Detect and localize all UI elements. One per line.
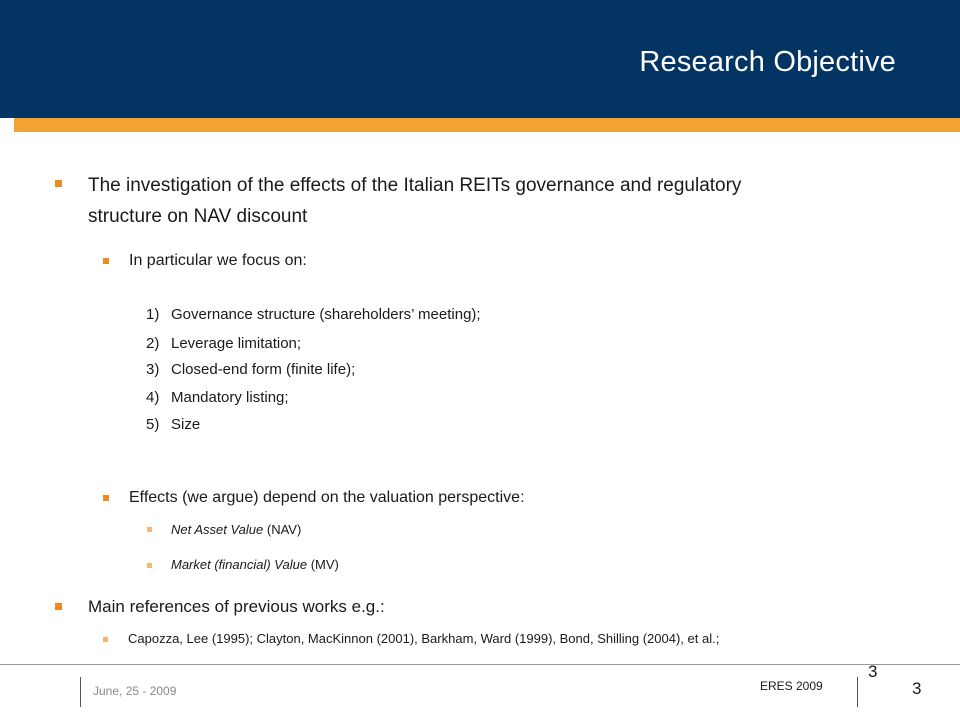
list-item-text: Closed-end form (finite life); <box>171 361 356 378</box>
valuation-item-rest: (MV) <box>307 557 339 572</box>
square-bullet-icon <box>55 180 62 187</box>
square-bullet-icon <box>55 603 62 610</box>
list-item-number: 1) <box>146 306 160 323</box>
page-number-overlay: 3 <box>868 662 878 681</box>
valuation-item-nav <box>171 522 301 537</box>
slide-title: Research Objective <box>639 46 896 78</box>
list-item-number: 3) <box>146 361 160 378</box>
footer-divider <box>0 664 960 665</box>
list-item <box>146 335 301 352</box>
valuation-item-italic: Net Asset Value <box>171 522 264 537</box>
bullet-sub-2: Effects (we argue) depend on the valuation perspective: <box>129 489 525 506</box>
list-item-number: 5) <box>146 416 160 433</box>
square-bullet-icon <box>147 527 152 532</box>
square-bullet-icon <box>147 563 152 568</box>
footer-left-bar <box>80 677 81 707</box>
square-bullet-icon <box>103 637 108 642</box>
list-item <box>146 306 481 323</box>
list-item-text: Leverage limitation; <box>171 335 302 352</box>
valuation-item-rest: (NAV) <box>263 522 302 537</box>
accent-band <box>0 118 960 132</box>
footer-date: June, 25 - 2009 <box>93 684 177 698</box>
bullet-sub-1: In particular we focus on: <box>129 252 307 269</box>
list-item-text: Mandatory listing; <box>171 389 289 406</box>
header-banner <box>0 0 960 118</box>
list-item <box>146 416 200 433</box>
list-item-text: Size <box>171 416 201 433</box>
square-bullet-icon <box>103 258 109 264</box>
bullet-main-1-line-2: structure on NAV discount <box>88 206 308 227</box>
footer-right-bar <box>857 677 858 707</box>
list-item <box>146 361 355 378</box>
bullet-main-2: Main references of previous works e.g.: <box>88 597 385 616</box>
accent-band-notch <box>0 118 14 132</box>
list-item-text: Governance structure (shareholders’ meeting); <box>171 306 481 323</box>
list-item-number: 4) <box>146 389 160 406</box>
page-number: 3 <box>912 679 922 698</box>
valuation-item-mv <box>171 557 339 572</box>
list-item <box>146 389 289 406</box>
valuation-item-italic: Market (financial) Value <box>171 557 308 572</box>
square-bullet-icon <box>103 495 109 501</box>
list-item-number: 2) <box>146 335 160 352</box>
bullet-main-1-line-1: The investigation of the effects of the Italian REITs governance and regulatory <box>88 175 742 196</box>
footer-conference: ERES 2009 <box>760 679 823 693</box>
references-list: Capozza, Lee (1995); Clayton, MacKinnon (2001), Barkham, Ward (1999), Bond, Shilling (2004), et al.; <box>128 631 720 646</box>
